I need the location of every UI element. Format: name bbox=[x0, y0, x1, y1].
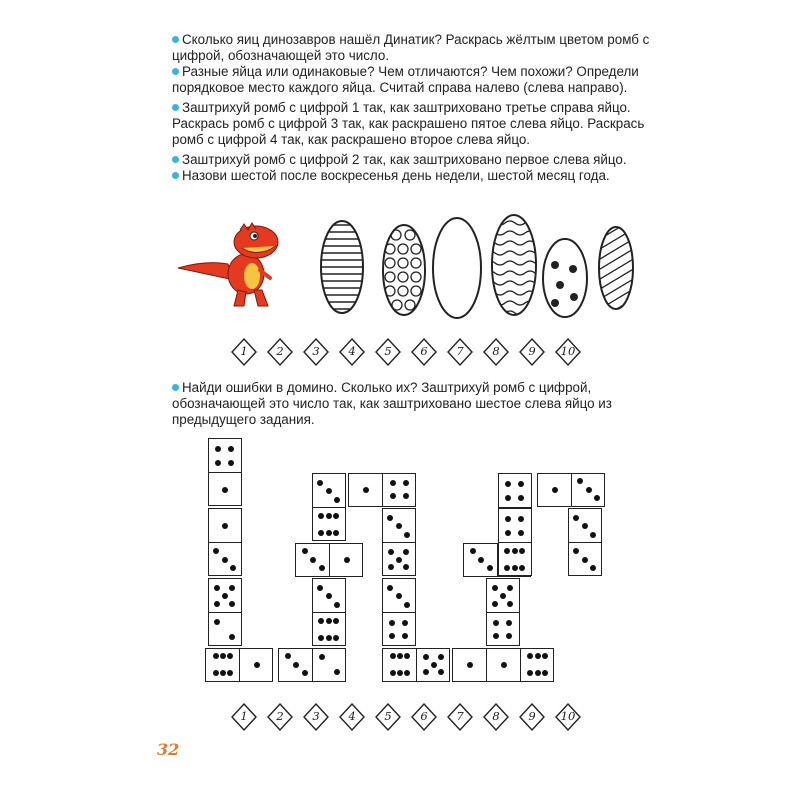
domino-tile bbox=[348, 473, 416, 507]
bullet-icon bbox=[172, 172, 179, 179]
domino-pip bbox=[302, 670, 308, 676]
number-diamond[interactable] bbox=[298, 702, 334, 732]
number-diamond[interactable] bbox=[334, 702, 370, 732]
domino-pip bbox=[487, 565, 493, 571]
domino-half bbox=[571, 473, 606, 507]
domino-pip bbox=[302, 548, 308, 554]
task-paragraph: Назови шестой после воскресенья день недели, шестой месяц года. bbox=[172, 168, 650, 184]
domino-pip bbox=[573, 515, 579, 521]
diamond-number: 10 bbox=[560, 709, 576, 723]
domino-pip bbox=[318, 530, 324, 536]
domino-half bbox=[486, 579, 520, 613]
egg-circles bbox=[383, 225, 425, 315]
domino-pip bbox=[222, 487, 228, 493]
domino-pip bbox=[467, 662, 473, 668]
domino-pip bbox=[501, 662, 507, 668]
task-paragraph: Заштрихуй ромб с цифрой 2 так, как заштриховано первое слева яйцо. bbox=[172, 152, 650, 168]
domino-pip bbox=[213, 653, 219, 659]
domino-pip bbox=[512, 548, 518, 554]
domino-half bbox=[538, 473, 572, 507]
domino-half bbox=[208, 439, 242, 473]
domino-half bbox=[312, 579, 346, 613]
domino-pip bbox=[396, 557, 402, 563]
egg-plain bbox=[433, 218, 481, 318]
diamond-number: 4 bbox=[348, 709, 356, 723]
domino-pip bbox=[492, 585, 498, 591]
domino-tile bbox=[568, 508, 602, 576]
domino-half bbox=[498, 509, 532, 543]
number-diamond[interactable] bbox=[478, 337, 514, 367]
task-paragraph: Заштрихуй ромб с цифрой 1 так, как заштриховано третье справа яйцо. Раскрась ромб с цифрой 3 так, как раскрашено пятое слева яйцо. Раскрась ромб с цифрой 4 так, как раскрашено второе слева яйцо. bbox=[172, 100, 645, 147]
domino-tile bbox=[312, 473, 346, 541]
domino-pip bbox=[388, 564, 394, 570]
number-diamond[interactable] bbox=[514, 337, 550, 367]
domino-half bbox=[486, 612, 520, 647]
number-diamond[interactable] bbox=[406, 702, 442, 732]
domino-half bbox=[208, 542, 242, 577]
domino-pip bbox=[230, 565, 236, 571]
diamond-number: 2 bbox=[276, 709, 284, 723]
task-eggs-text bbox=[172, 32, 650, 184]
domino-pip bbox=[333, 635, 339, 641]
bullet-icon bbox=[172, 68, 179, 75]
domino-pip bbox=[326, 593, 332, 599]
diamond-number: 6 bbox=[420, 709, 428, 723]
domino-pip bbox=[389, 620, 395, 626]
domino-tile bbox=[312, 578, 346, 646]
domino-pip bbox=[214, 585, 220, 591]
domino-pip bbox=[573, 548, 579, 554]
domino-pip bbox=[505, 481, 511, 487]
domino-pip bbox=[334, 669, 340, 675]
domino-half bbox=[416, 648, 451, 682]
number-diamond[interactable] bbox=[370, 337, 406, 367]
domino-pip bbox=[403, 480, 409, 486]
domino-pip bbox=[397, 670, 403, 676]
domino-pip bbox=[214, 619, 220, 625]
domino-pip bbox=[542, 670, 548, 676]
domino-pip bbox=[507, 601, 513, 607]
domino-tile bbox=[537, 473, 605, 507]
egg-flowers bbox=[543, 239, 587, 317]
diamond-number: 3 bbox=[312, 344, 320, 358]
domino-pip bbox=[317, 585, 323, 591]
domino-pip bbox=[582, 523, 588, 529]
bullet-icon bbox=[172, 156, 179, 163]
domino-half bbox=[568, 509, 602, 543]
domino-pip bbox=[423, 669, 429, 675]
domino-half bbox=[312, 648, 347, 682]
domino-pip bbox=[333, 513, 339, 519]
domino-half bbox=[382, 612, 416, 647]
domino-pip bbox=[319, 565, 325, 571]
domino-pip bbox=[390, 670, 396, 676]
domino-half bbox=[312, 507, 346, 542]
domino-tile bbox=[205, 648, 273, 682]
number-diamond[interactable] bbox=[370, 702, 406, 732]
domino-tile bbox=[295, 543, 363, 577]
domino-pip bbox=[527, 653, 533, 659]
domino-half bbox=[312, 612, 346, 647]
domino-pip bbox=[507, 585, 513, 591]
domino-pip bbox=[229, 634, 235, 640]
number-diamond[interactable] bbox=[298, 337, 334, 367]
domino-pip bbox=[390, 480, 396, 486]
number-diamond[interactable] bbox=[334, 337, 370, 367]
domino-pip bbox=[431, 662, 437, 668]
task-paragraph: Найди ошибки в домино. Сколько их? Заштрихуй ромб с цифрой, обозначающей это число так, как заштриховано шестое слева яйцо из предыдущего задания. bbox=[172, 380, 612, 427]
domino-pip bbox=[318, 513, 324, 519]
domino-pip bbox=[438, 654, 444, 660]
diamond-number: 8 bbox=[492, 344, 500, 358]
number-diamond[interactable] bbox=[514, 702, 550, 732]
domino-half bbox=[383, 648, 417, 682]
domino-pip bbox=[527, 670, 533, 676]
number-diamond[interactable] bbox=[550, 702, 586, 732]
domino-pip bbox=[334, 602, 340, 608]
domino-pip bbox=[504, 565, 510, 571]
domino-pip bbox=[229, 601, 235, 607]
domino-pip bbox=[594, 495, 600, 501]
domino-half bbox=[382, 509, 416, 543]
domino-pip bbox=[402, 633, 408, 639]
number-diamond[interactable] bbox=[226, 702, 262, 732]
task-paragraph: Разные яйца или одинаковые? Чем отличаются? Чем похожи? Определи порядковое место каждого яйца. Считай справа налево (слева направо). bbox=[172, 64, 639, 95]
domino-pip bbox=[227, 653, 233, 659]
number-diamond[interactable] bbox=[478, 702, 514, 732]
number-diamond[interactable] bbox=[442, 702, 478, 732]
domino-pip bbox=[363, 487, 369, 493]
diamond-number: 6 bbox=[420, 344, 428, 358]
domino-pip bbox=[387, 585, 393, 591]
diamond-number: 9 bbox=[528, 344, 536, 358]
domino-pip bbox=[586, 487, 592, 493]
domino-pip bbox=[222, 557, 228, 563]
domino-half bbox=[382, 473, 417, 507]
diamond-number: 1 bbox=[240, 344, 248, 358]
eggs-row bbox=[300, 205, 650, 325]
egg-horizontal-stripes bbox=[300, 221, 380, 313]
domino-half bbox=[296, 543, 330, 577]
domino-pip bbox=[478, 557, 484, 563]
domino-pip bbox=[222, 593, 228, 599]
domino-pip bbox=[389, 633, 395, 639]
domino-pip bbox=[590, 565, 596, 571]
domino-pip bbox=[388, 549, 394, 555]
domino-tile bbox=[382, 508, 416, 576]
domino-half bbox=[239, 648, 274, 682]
domino-pip bbox=[492, 601, 498, 607]
domino-pip bbox=[512, 565, 518, 571]
domino-pip bbox=[318, 618, 324, 624]
domino-pip bbox=[493, 620, 499, 626]
number-diamonds-bottom bbox=[226, 702, 586, 732]
diamond-number: 10 bbox=[560, 344, 576, 358]
domino-pip bbox=[552, 487, 558, 493]
domino-pip bbox=[404, 653, 410, 659]
domino-half bbox=[453, 648, 487, 682]
domino-pip bbox=[403, 493, 409, 499]
domino-pip bbox=[500, 593, 506, 599]
number-diamond[interactable] bbox=[442, 337, 478, 367]
domino-pip bbox=[333, 530, 339, 536]
diamond-number: 5 bbox=[384, 709, 392, 723]
domino-half bbox=[208, 509, 242, 543]
dinosaur-illustration bbox=[176, 220, 286, 310]
domino-pip bbox=[229, 585, 235, 591]
domino-pip bbox=[214, 601, 220, 607]
diamond-number: 8 bbox=[492, 709, 500, 723]
domino-pip bbox=[470, 548, 476, 554]
domino-half bbox=[208, 579, 242, 613]
domino-half bbox=[329, 543, 364, 577]
number-diamond[interactable] bbox=[262, 702, 298, 732]
domino-pip bbox=[334, 497, 340, 503]
domino-half bbox=[208, 612, 242, 647]
domino-half bbox=[498, 474, 532, 508]
domino-half bbox=[312, 474, 346, 508]
diamond-number: 4 bbox=[348, 344, 356, 358]
domino-tile bbox=[486, 648, 554, 682]
domino-pip bbox=[403, 564, 409, 570]
task-domino-text bbox=[172, 380, 650, 428]
domino-pip bbox=[402, 620, 408, 626]
domino-pip bbox=[326, 635, 332, 641]
domino-pip bbox=[333, 618, 339, 624]
domino-pip bbox=[519, 548, 525, 554]
diamond-number: 9 bbox=[528, 709, 536, 723]
egg-diagonal-stripes bbox=[590, 215, 640, 325]
domino-pip bbox=[222, 523, 228, 529]
egg-wavy-lines bbox=[485, 215, 545, 315]
domino-pip bbox=[285, 653, 291, 659]
domino-pip bbox=[390, 493, 396, 499]
domino-pip bbox=[535, 670, 541, 676]
domino-pip bbox=[404, 602, 410, 608]
task-paragraph: Сколько яиц динозавров нашёл Динатик? Раскрась жёлтым цветом ромб с цифрой, обозначающей это число. bbox=[172, 32, 650, 63]
domino-half bbox=[279, 648, 313, 682]
domino-half bbox=[208, 472, 242, 507]
diamond-number: 1 bbox=[240, 709, 248, 723]
domino-half bbox=[520, 648, 555, 682]
domino-half bbox=[568, 542, 602, 577]
domino-pip bbox=[518, 516, 524, 522]
number-diamond[interactable] bbox=[262, 337, 298, 367]
domino-tile bbox=[486, 578, 520, 646]
domino-pip bbox=[506, 633, 512, 639]
domino-pip bbox=[318, 635, 324, 641]
domino-pip bbox=[220, 653, 226, 659]
domino-pip bbox=[506, 620, 512, 626]
domino-pip bbox=[504, 548, 510, 554]
domino-pip bbox=[542, 653, 548, 659]
number-diamond[interactable] bbox=[226, 337, 262, 367]
domino-pip bbox=[518, 495, 524, 501]
domino-pip bbox=[220, 670, 226, 676]
domino-pip bbox=[213, 670, 219, 676]
domino-pip bbox=[404, 532, 410, 538]
domino-pip bbox=[397, 653, 403, 659]
domino-half bbox=[464, 543, 498, 577]
domino-pip bbox=[344, 557, 350, 563]
domino-pip bbox=[438, 669, 444, 675]
domino-pip bbox=[404, 670, 410, 676]
domino-pip bbox=[505, 530, 511, 536]
domino-half bbox=[349, 473, 383, 507]
domino-pip bbox=[396, 593, 402, 599]
domino-tile bbox=[382, 578, 416, 646]
domino-pip bbox=[518, 530, 524, 536]
domino-half bbox=[382, 542, 416, 577]
number-diamond[interactable] bbox=[406, 337, 442, 367]
bullet-icon bbox=[172, 36, 179, 43]
domino-pip bbox=[505, 495, 511, 501]
number-diamonds-top bbox=[226, 337, 586, 367]
domino-pip bbox=[319, 654, 325, 660]
domino-pip bbox=[423, 654, 429, 660]
number-diamond[interactable] bbox=[550, 337, 586, 367]
domino-half bbox=[487, 648, 521, 682]
domino-half bbox=[382, 579, 416, 613]
domino-pip bbox=[293, 662, 299, 668]
domino-pip bbox=[310, 557, 316, 563]
domino-pip bbox=[215, 446, 221, 452]
domino-pip bbox=[254, 662, 260, 668]
domino-pip bbox=[227, 670, 233, 676]
page-number: 32 bbox=[157, 740, 180, 759]
domino-pip bbox=[519, 565, 525, 571]
domino-pip bbox=[213, 548, 219, 554]
diamond-number: 3 bbox=[312, 709, 320, 723]
domino-pip bbox=[396, 523, 402, 529]
domino-tile bbox=[208, 578, 242, 646]
diamond-number: 5 bbox=[384, 344, 392, 358]
domino-pip bbox=[228, 460, 234, 466]
bullet-icon bbox=[172, 384, 179, 391]
domino-tile bbox=[278, 648, 346, 682]
domino-pip bbox=[317, 480, 323, 486]
domino-pip bbox=[493, 633, 499, 639]
domino-tile bbox=[498, 508, 532, 576]
diamond-number: 2 bbox=[276, 344, 284, 358]
domino-pip bbox=[326, 488, 332, 494]
domino-tile bbox=[208, 438, 242, 506]
domino-tile bbox=[382, 648, 450, 682]
domino-pip bbox=[577, 478, 583, 484]
domino-tile bbox=[208, 508, 242, 576]
domino-pip bbox=[228, 446, 234, 452]
domino-pip bbox=[582, 557, 588, 563]
bullet-icon bbox=[172, 104, 179, 111]
domino-pip bbox=[403, 549, 409, 555]
domino-pip bbox=[326, 618, 332, 624]
domino-pip bbox=[505, 516, 511, 522]
domino-half bbox=[206, 648, 240, 682]
domino-pip bbox=[326, 513, 332, 519]
domino-pip bbox=[390, 653, 396, 659]
domino-pip bbox=[535, 653, 541, 659]
domino-pip bbox=[215, 460, 221, 466]
domino-pip bbox=[326, 530, 332, 536]
diamond-number: 7 bbox=[456, 344, 464, 358]
domino-pip bbox=[387, 515, 393, 521]
diamond-number: 7 bbox=[456, 709, 464, 723]
domino-pip bbox=[590, 532, 596, 538]
domino-pip bbox=[518, 481, 524, 487]
domino-half bbox=[498, 542, 532, 577]
